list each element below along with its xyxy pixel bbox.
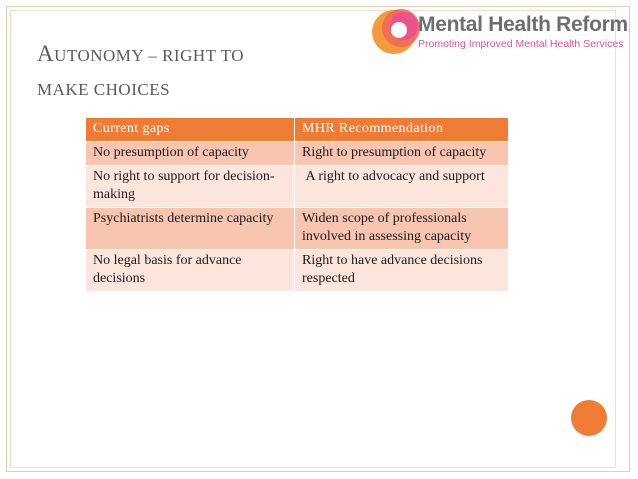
title-line-2: MAKE CHOICES	[37, 80, 171, 99]
logo-name: Mental Health Reform	[418, 13, 628, 36]
header-current-gaps: Current gaps	[86, 118, 295, 142]
slide-title	[37, 38, 367, 106]
recommendations-table	[85, 117, 509, 292]
cell-recommendation: Widen scope of professionals involved in assessing capacity	[295, 208, 509, 250]
title-line-1: UTONOMY – RIGHT TO	[54, 46, 244, 65]
cell-gap: No legal basis for advance decisions	[86, 250, 295, 292]
logo	[368, 2, 628, 58]
cell-gap: No right to support for decision-making	[86, 166, 295, 208]
cell-recommendation: A right to advocacy and support	[295, 166, 509, 208]
cell-gap: No presumption of capacity	[86, 142, 295, 166]
table-header-row	[86, 118, 509, 142]
logo-tagline: Promoting Improved Mental Health Services	[418, 38, 624, 50]
table-row	[86, 208, 509, 250]
table-row	[86, 250, 509, 292]
title-initial: A	[37, 41, 55, 66]
table-row	[86, 166, 509, 208]
cell-recommendation: Right to have advance decisions respected	[295, 250, 509, 292]
table-row	[86, 142, 509, 166]
header-mhr-recommendation: MHR Recommendation	[295, 118, 509, 142]
decorative-orange-dot-icon	[570, 399, 608, 437]
cell-recommendation: Right to presumption of capacity	[295, 142, 509, 166]
cell-gap: Psychiatrists determine capacity	[86, 208, 295, 250]
